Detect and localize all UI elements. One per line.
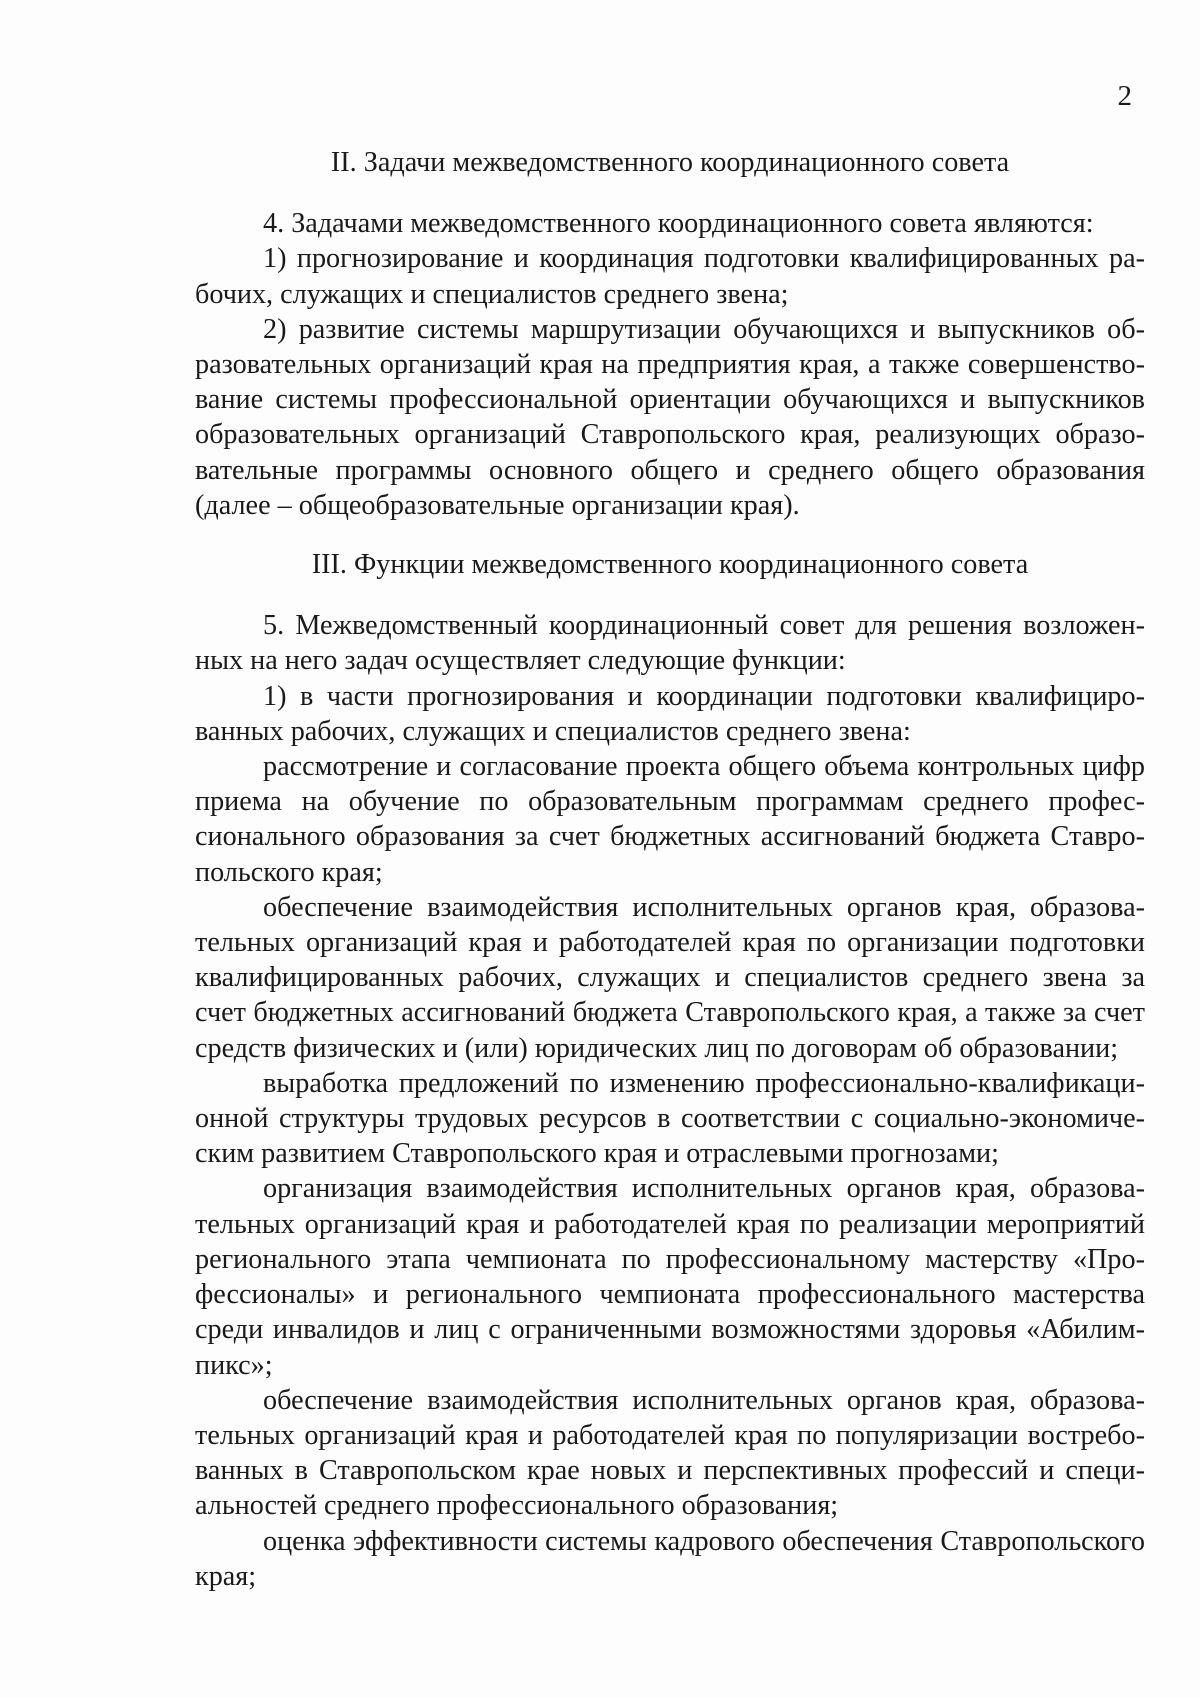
section-3-paragraph: оценка эффективности системы кадрового обеспечения Ставропольского края; (195, 1525, 1145, 1592)
section-3-paragraph: рассмотрение и согласование проекта общего объема контрольных цифр приема на обучение по образовательным программам среднего профессионального образования за счет бюджетных ассигнований бюджета Ставропольского края; (195, 751, 1145, 888)
document-body (195, 145, 1145, 1594)
section-3-paragraph: выработка предложений по изменению профессионально-квалификационной структуры трудовых ресурсов в соответствии с социально-экономическим развитием Ставропольского края и отраслевыми прогнозами; (195, 1067, 1145, 1170)
section-3-paragraph: 5. Межведомственный координационный совет для решения возложенных на него задач осуществляет следующие функции: (195, 610, 1145, 677)
section-3-paragraph: обеспечение взаимодействия исполнительных органов края, образовательных организаций края и работодателей края по популяризации востребованных в Ставропольском крае новых и перспективных профессий и специальностей среднего профессионального образования; (195, 1384, 1145, 1522)
section-2-paragraph: 2) развитие системы маршрутизации обучающихся и выпускников образовательных организаций края на предприятия края, а также совершенствование системы профессиональной ориентации обучающихся и выпускников образовательных организаций Ставропольского края, реализующих образовательные программы основного общего и среднего общего образования (далее – общеобразовательные организации края). (195, 313, 1145, 521)
section-2-paragraph: 1) прогнозирование и координация подготовки квалифицированных рабочих, служащих и специалистов среднего звена; (195, 243, 1145, 310)
section-2-paragraph: 4. Задачами межведомственного координационного совета являются: (263, 208, 1094, 240)
page-number: 2 (1117, 80, 1132, 112)
section-3-paragraph: обеспечение взаимодействия исполнительных органов края, образовательных организаций края и работодателей края по организации подготовки квалифицированных рабочих, служащих и специалистов среднего звена за счет бюджетных ассигнований бюджета Ставропольского края, а также за счет средств физических и (или) юридических лиц по договорам об образовании; (195, 891, 1145, 1064)
section-3-heading: III. Функции межведомственного координационного совета (311, 549, 1029, 581)
section-2-heading: II. Задачи межведомственного координационного совета (330, 147, 1010, 178)
section-3-paragraph: организация взаимодействия исполнительных органов края, образовательных организаций края и работодателей края по реализации мероприятий регионального этапа чемпионата по профессиональному мастерству «Профессионалы» и регионального чемпионата профессионального мастерства среди инвалидов и лиц с ограниченными возможностями здоровья «Абилимпикс»; (195, 1173, 1145, 1381)
section-3-paragraph: 1) в части прогнозирования и координации подготовки квалифицированных рабочих, служащих и специалистов среднего звена: (195, 680, 1145, 747)
